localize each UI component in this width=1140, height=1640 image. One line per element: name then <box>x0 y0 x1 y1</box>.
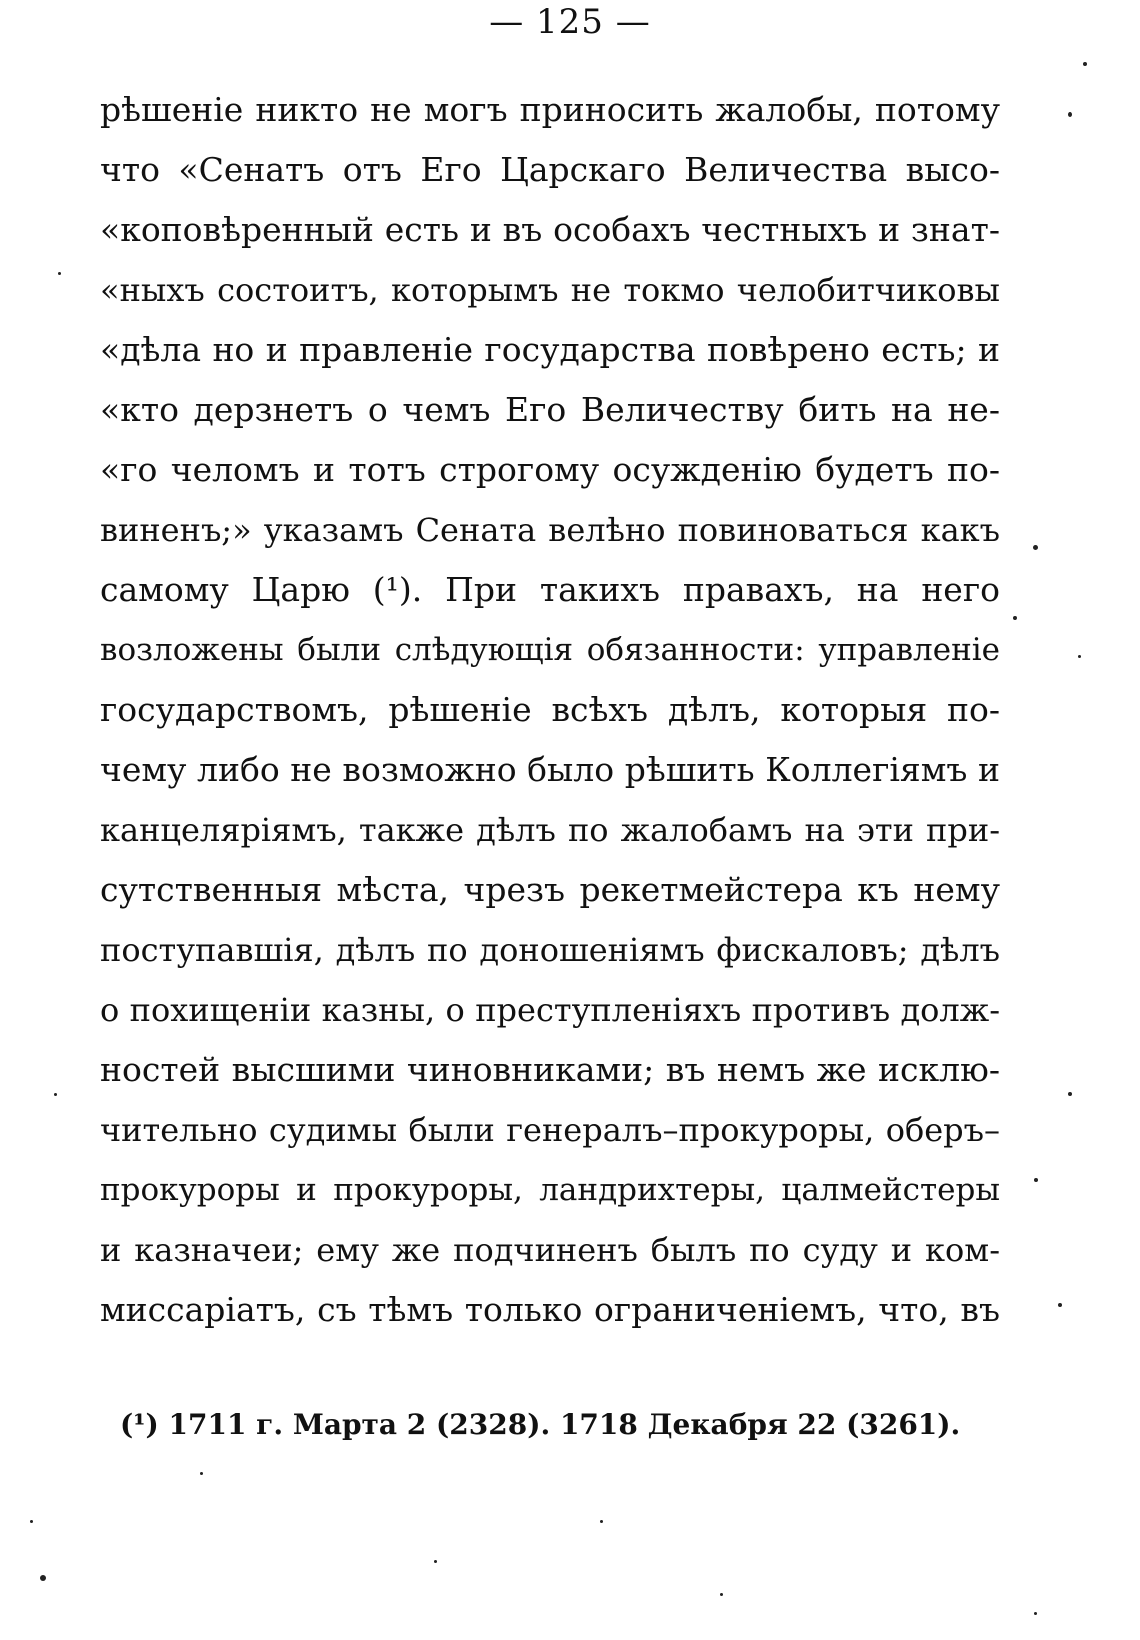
scan-speck <box>200 1472 203 1475</box>
scan-speck <box>1058 1303 1062 1307</box>
text-line: рѣшеніе никто не могъ приносить жалобы, потому <box>100 90 1000 129</box>
text-line: «кто дерзнетъ о чемъ Его Величеству бить на не- <box>100 390 1000 429</box>
text-line: «ныхъ состоитъ, которымъ не токмо челобитчиковы <box>100 271 1000 309</box>
scan-speck <box>434 1560 437 1563</box>
scan-speck <box>1078 655 1081 658</box>
text-line: виненъ;» указамъ Сената велѣно повиноваться какъ <box>100 511 1000 549</box>
scan-speck <box>1068 112 1072 117</box>
scan-speck <box>58 272 61 275</box>
text-line: «коповѣренный есть и въ особахъ честныхъ и знат- <box>100 210 1000 249</box>
scan-speck <box>1034 1178 1038 1182</box>
text-line: и казначеи; ему же подчиненъ былъ по суду и ком- <box>100 1231 1000 1269</box>
scan-speck <box>30 1520 33 1523</box>
text-line: «го челомъ и тотъ строгому осужденію будетъ по- <box>100 450 1000 489</box>
text-line: чительно судимы были генералъ–прокуроры, оберъ– <box>100 1111 1000 1149</box>
scan-speck <box>600 1520 603 1523</box>
scan-speck <box>40 1575 46 1581</box>
text-line: государствомъ, рѣшеніе всѣхъ дѣлъ, которыя по- <box>100 690 1000 729</box>
body-text <box>100 80 1000 1340</box>
text-line: самому Царю (¹). При такихъ правахъ, на него <box>100 570 1000 609</box>
text-line: миссаріатъ, съ тѣмъ только ограниченіемъ, что, въ <box>100 1290 1000 1329</box>
text-line: о похищеніи казны, о преступленіяхъ противъ долж- <box>100 991 1000 1029</box>
scan-speck <box>720 1593 723 1596</box>
text-line: что «Сенатъ отъ Его Царскаго Величества высо- <box>100 150 1000 189</box>
text-line: канцеляріямъ, также дѣлъ по жалобамъ на эти при- <box>100 811 1000 849</box>
scan-speck <box>54 1093 57 1096</box>
scan-speck <box>1068 1092 1072 1096</box>
text-line: ностей высшими чиновниками; въ немъ же исклю- <box>100 1050 1000 1089</box>
text-line: чему либо не возможно было рѣшить Коллегіямъ и <box>100 750 1000 789</box>
scan-speck <box>1083 62 1087 66</box>
text-line: прокуроры и прокуроры, ландрихтеры, цалмейстеры <box>100 1172 1000 1208</box>
text-line: поступавшія, дѣлъ по доношеніямъ фискаловъ; дѣлъ <box>100 931 1000 969</box>
scan-speck <box>1033 545 1038 550</box>
text-line: «дѣла но и правленіе государства повѣрено есть; и <box>100 330 1000 369</box>
text-line: возложены были слѣдующія обязанности: управленіе <box>100 632 1000 668</box>
page-number: — 125 — <box>489 2 651 42</box>
text-line: сутственныя мѣста, чрезъ рекетмейстера къ нему <box>100 870 1000 909</box>
footnote: (¹) 1711 г. Марта 2 (2328). 1718 Декабря 22 (3261). <box>120 1408 961 1441</box>
scan-speck <box>1034 1612 1037 1615</box>
scan-speck <box>1013 616 1017 620</box>
